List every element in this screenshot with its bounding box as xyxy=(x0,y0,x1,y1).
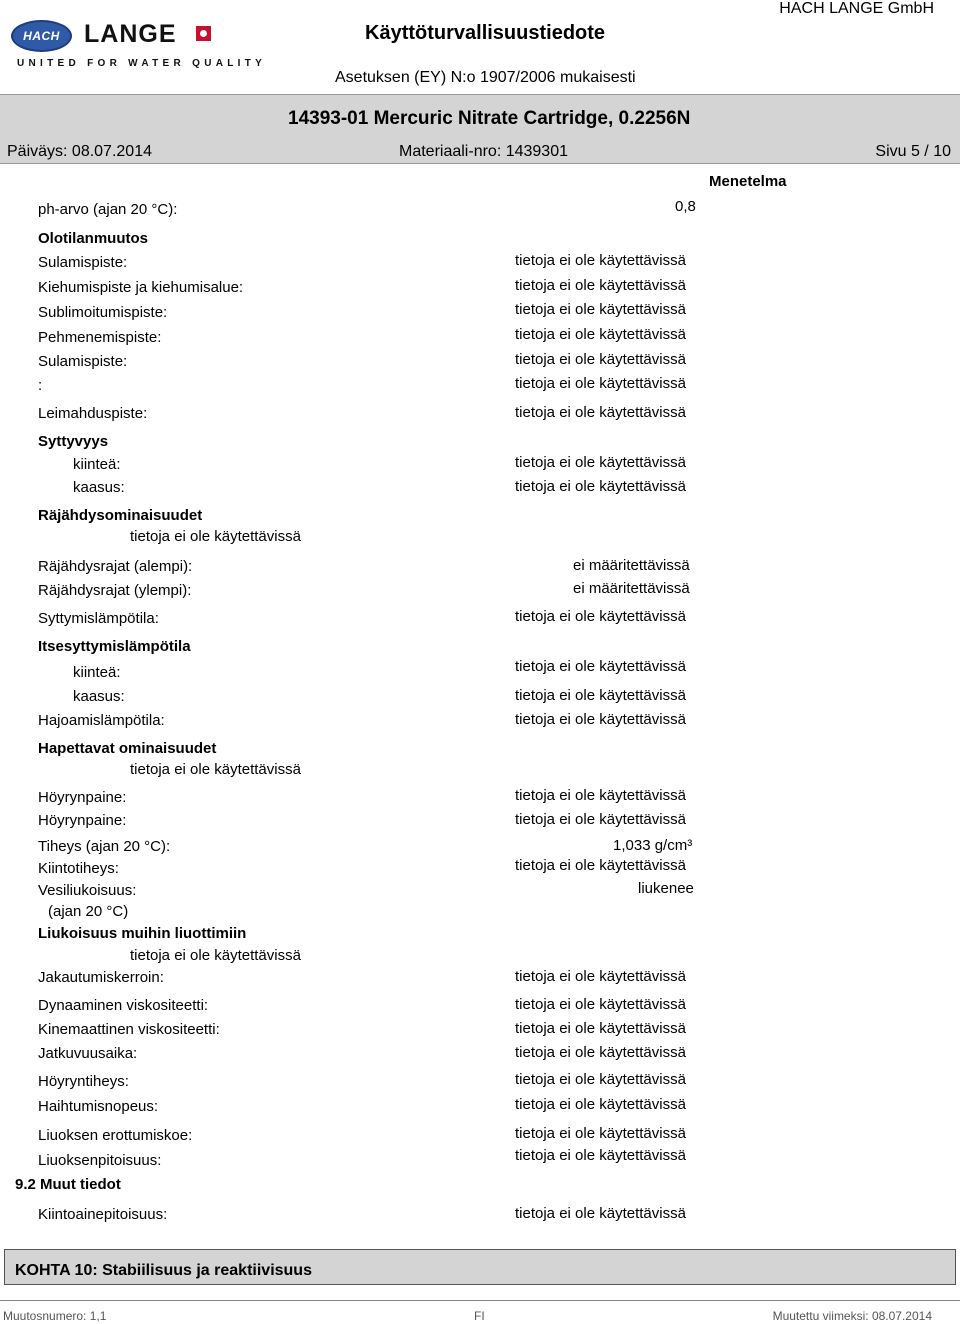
section-10-heading: KOHTA 10: Stabiilisuus ja reaktiivisuus xyxy=(15,1262,312,1279)
syttyvyys-kaasus-value: tietoja ei ole käytettävissä xyxy=(515,478,686,495)
hoyrynpaine-2-label: Höyrynpaine: xyxy=(38,812,127,829)
liuoksenpitoisuus-label: Liuoksenpitoisuus: xyxy=(38,1152,162,1169)
sulamispiste-value: tietoja ei ole käytettävissä xyxy=(515,252,686,269)
hoyrynpaine-label: Höyrynpaine: xyxy=(38,789,127,806)
footer-divider xyxy=(0,1300,960,1301)
language-code: FI xyxy=(474,1309,485,1323)
haihtumisnopeus-value: tietoja ei ole käytettävissä xyxy=(515,1096,686,1113)
syttyvyys-kiintea-value: tietoja ei ole käytettävissä xyxy=(515,454,686,471)
syttymislampotila-value: tietoja ei ole käytettävissä xyxy=(515,608,686,625)
vesiliukoisuus-temperature: (ajan 20 °C) xyxy=(48,903,129,920)
rajahdysominaisuudet-value: tietoja ei ole käytettävissä xyxy=(130,528,301,545)
itsesyttymis-kiintea-label: kiinteä: xyxy=(73,664,121,681)
kiintoainepitoisuus-value: tietoja ei ole käytettävissä xyxy=(515,1205,686,1222)
syttymislampotila-label: Syttymislämpötila: xyxy=(38,610,159,627)
erottumiskoe-label: Liuoksen erottumiskoe: xyxy=(38,1127,193,1144)
lange-logo-mark xyxy=(196,26,211,41)
dynaaminen-viskositeetti-label: Dynaaminen viskositeetti: xyxy=(38,997,209,1014)
unnamed-property-label: : xyxy=(38,377,43,394)
itsesyttymis-kaasus-label: kaasus: xyxy=(73,688,125,705)
rajahdysrajat-alempi-label: Räjähdysrajat (alempi): xyxy=(38,558,193,575)
tiheys-label: Tiheys (ajan 20 °C): xyxy=(38,838,171,855)
hach-logo xyxy=(11,20,72,52)
kiintoainepitoisuus-label: Kiintoainepitoisuus: xyxy=(38,1206,168,1223)
vesiliukoisuus-value: liukenee xyxy=(638,880,694,897)
jatkuvuusaika-label: Jatkuvuusaika: xyxy=(38,1045,138,1062)
document-title: Käyttöturvallisuustiedote xyxy=(365,22,606,44)
kiehumispiste-value: tietoja ei ole käytettävissä xyxy=(515,277,686,294)
last-modified: Muutettu viimeksi: 08.07.2014 xyxy=(772,1309,932,1323)
document-date: Päiväys: 08.07.2014 xyxy=(7,143,152,160)
erottumiskoe-value: tietoja ei ole käytettävissä xyxy=(515,1125,686,1142)
rajahdysrajat-alempi-value: ei määritettävissä xyxy=(573,557,690,574)
kiintotiheys-label: Kiintotiheys: xyxy=(38,860,119,877)
method-column-header: Menetelma xyxy=(709,173,787,190)
ph-value: 0,8 xyxy=(675,198,696,215)
dynaaminen-viskositeetti-value: tietoja ei ole käytettävissä xyxy=(515,996,686,1013)
product-name: 14393-01 Mercuric Nitrate Cartridge, 0.2256N xyxy=(288,108,691,129)
regulation-text: Asetuksen (EY) N:o 1907/2006 mukaisesti xyxy=(335,69,636,86)
rajahdysrajat-ylempi-label: Räjähdysrajat (ylempi): xyxy=(38,582,192,599)
kinemaattinen-viskositeetti-value: tietoja ei ole käytettävissä xyxy=(515,1020,686,1037)
olotilanmuutos-heading: Olotilanmuutos xyxy=(38,230,148,247)
hoyrynpaine-2-value: tietoja ei ole käytettävissä xyxy=(515,811,686,828)
leimahduspiste-value: tietoja ei ole käytettävissä xyxy=(515,404,686,421)
hajoamislampotila-label: Hajoamislämpötila: xyxy=(38,712,165,729)
muut-tiedot-heading: 9.2 Muut tiedot xyxy=(15,1176,121,1193)
hapettavat-value: tietoja ei ole käytettävissä xyxy=(130,761,301,778)
liukoisuus-heading: Liukoisuus muihin liuottimiin xyxy=(38,925,247,942)
pehmenemispiste-label: Pehmenemispiste: xyxy=(38,329,162,346)
hach-logo-text: HACH xyxy=(23,29,60,43)
jakautumiskerroin-label: Jakautumiskerroin: xyxy=(38,969,164,986)
tiheys-value: 1,033 g/cm³ xyxy=(613,837,693,854)
sublimoitumispiste-label: Sublimoitumispiste: xyxy=(38,304,168,321)
hapettavat-heading: Hapettavat ominaisuudet xyxy=(38,740,217,757)
material-number: Materiaali-nro: 1439301 xyxy=(399,143,568,160)
sublimoitumispiste-value: tietoja ei ole käytettävissä xyxy=(515,301,686,318)
itsesyttymis-kaasus-value: tietoja ei ole käytettävissä xyxy=(515,687,686,704)
company-name: HACH LANGE GmbH xyxy=(779,0,934,17)
logo-tagline: UNITED FOR WATER QUALITY xyxy=(17,58,267,69)
lange-logo-text: LANGE xyxy=(84,20,177,48)
kinemaattinen-viskositeetti-label: Kinemaattinen viskositeetti: xyxy=(38,1021,220,1038)
jatkuvuusaika-value: tietoja ei ole käytettävissä xyxy=(515,1044,686,1061)
hoyrynpaine-value: tietoja ei ole käytettävissä xyxy=(515,787,686,804)
revision-number: Muutosnumero: 1,1 xyxy=(3,1309,107,1323)
pehmenemispiste-value: tietoja ei ole käytettävissä xyxy=(515,326,686,343)
kiintotiheys-value: tietoja ei ole käytettävissä xyxy=(515,857,686,874)
hoyryntiheys-value: tietoja ei ole käytettävissä xyxy=(515,1071,686,1088)
ph-label: ph-arvo (ajan 20 °C): xyxy=(38,201,178,218)
syttyvyys-kiintea-label: kiinteä: xyxy=(73,456,121,473)
rajahdysominaisuudet-heading: Räjähdysominaisuudet xyxy=(38,507,203,524)
sulamispiste-label: Sulamispiste: xyxy=(38,254,128,271)
itsesyttymis-kiintea-value: tietoja ei ole käytettävissä xyxy=(515,658,686,675)
leimahduspiste-label: Leimahduspiste: xyxy=(38,405,148,422)
syttyvyys-heading: Syttyvyys xyxy=(38,433,109,450)
sulamispiste-2-label: Sulamispiste: xyxy=(38,353,128,370)
liukoisuus-value: tietoja ei ole käytettävissä xyxy=(130,947,301,964)
sulamispiste-2-value: tietoja ei ole käytettävissä xyxy=(515,351,686,368)
hoyryntiheys-label: Höyryntiheys: xyxy=(38,1073,129,1090)
liuoksenpitoisuus-value: tietoja ei ole käytettävissä xyxy=(515,1147,686,1164)
jakautumiskerroin-value: tietoja ei ole käytettävissä xyxy=(515,968,686,985)
page-number: Sivu 5 / 10 xyxy=(875,143,951,160)
unnamed-property-value: tietoja ei ole käytettävissä xyxy=(515,375,686,392)
rajahdysrajat-ylempi-value: ei määritettävissä xyxy=(573,580,690,597)
itsesyttymislampotila-heading: Itsesyttymislämpötila xyxy=(38,638,191,655)
kiehumispiste-label: Kiehumispiste ja kiehumisalue: xyxy=(38,279,244,296)
haihtumisnopeus-label: Haihtumisnopeus: xyxy=(38,1098,159,1115)
hajoamislampotila-value: tietoja ei ole käytettävissä xyxy=(515,711,686,728)
syttyvyys-kaasus-label: kaasus: xyxy=(73,479,125,496)
vesiliukoisuus-label: Vesiliukoisuus: xyxy=(38,882,137,899)
